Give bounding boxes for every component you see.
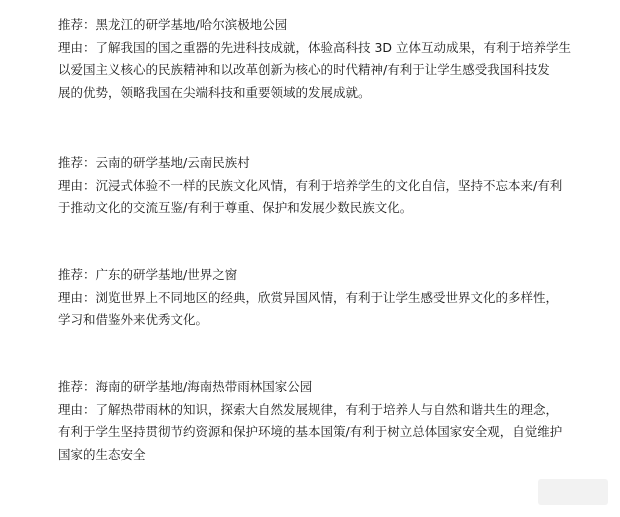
reason-line: 于推动文化的交流互鉴/有利于尊重、保护和发展少数民族文化。 (58, 200, 413, 215)
reason-line: 理由：沉浸式体验不一样的民族文化风情，有利于培养学生的文化自信，坚持不忘本来/有利 (58, 177, 563, 193)
reason-line: 理由：浏览世界上不同地区的经典，欣赏异国风情，有利于让学生感受世界文化的多样性， (58, 289, 559, 305)
recommendation-yunnan (58, 152, 614, 220)
recommendation-guangdong (58, 264, 614, 332)
recommendation-hainan (58, 376, 614, 466)
reason-line: 学习和借鉴外来优秀文化。 (58, 312, 209, 327)
recommend-line: 推荐：广东的研学基地/世界之窗 (58, 267, 238, 282)
scan-smudge (538, 479, 608, 505)
recommend-line: 推荐：黑龙江的研学基地/哈尔滨极地公园 (58, 17, 288, 32)
reason-line: 理由：了解我国的国之重器的先进科技成就，体验高科技 3D 立体互动成果，有利于培养学生 (58, 39, 572, 55)
reason-line: 国家的生态安全 (58, 446, 146, 462)
reason-line: 有利于学生坚持贯彻节约资源和保护环境的基本国策/有利于树立总体国家安全观，自觉维护 (58, 424, 563, 439)
recommendation-heilongjiang (58, 14, 614, 104)
reason-line: 理由：了解热带雨林的知识，探索大自然发展规律，有利于培养人与自然和谐共生的理念， (58, 401, 559, 417)
reason-line: 以爱国主义核心的民族精神和以改革创新为核心的时代精神/有利于让学生感受我国科技发 (58, 62, 550, 77)
recommend-line: 推荐：云南的研学基地/云南民族村 (58, 155, 250, 170)
recommend-line: 推荐：海南的研学基地/海南热带雨林国家公园 (58, 379, 313, 394)
reason-line: 展的优势，领略我国在尖端科技和重要领域的发展成就。 (58, 84, 371, 100)
